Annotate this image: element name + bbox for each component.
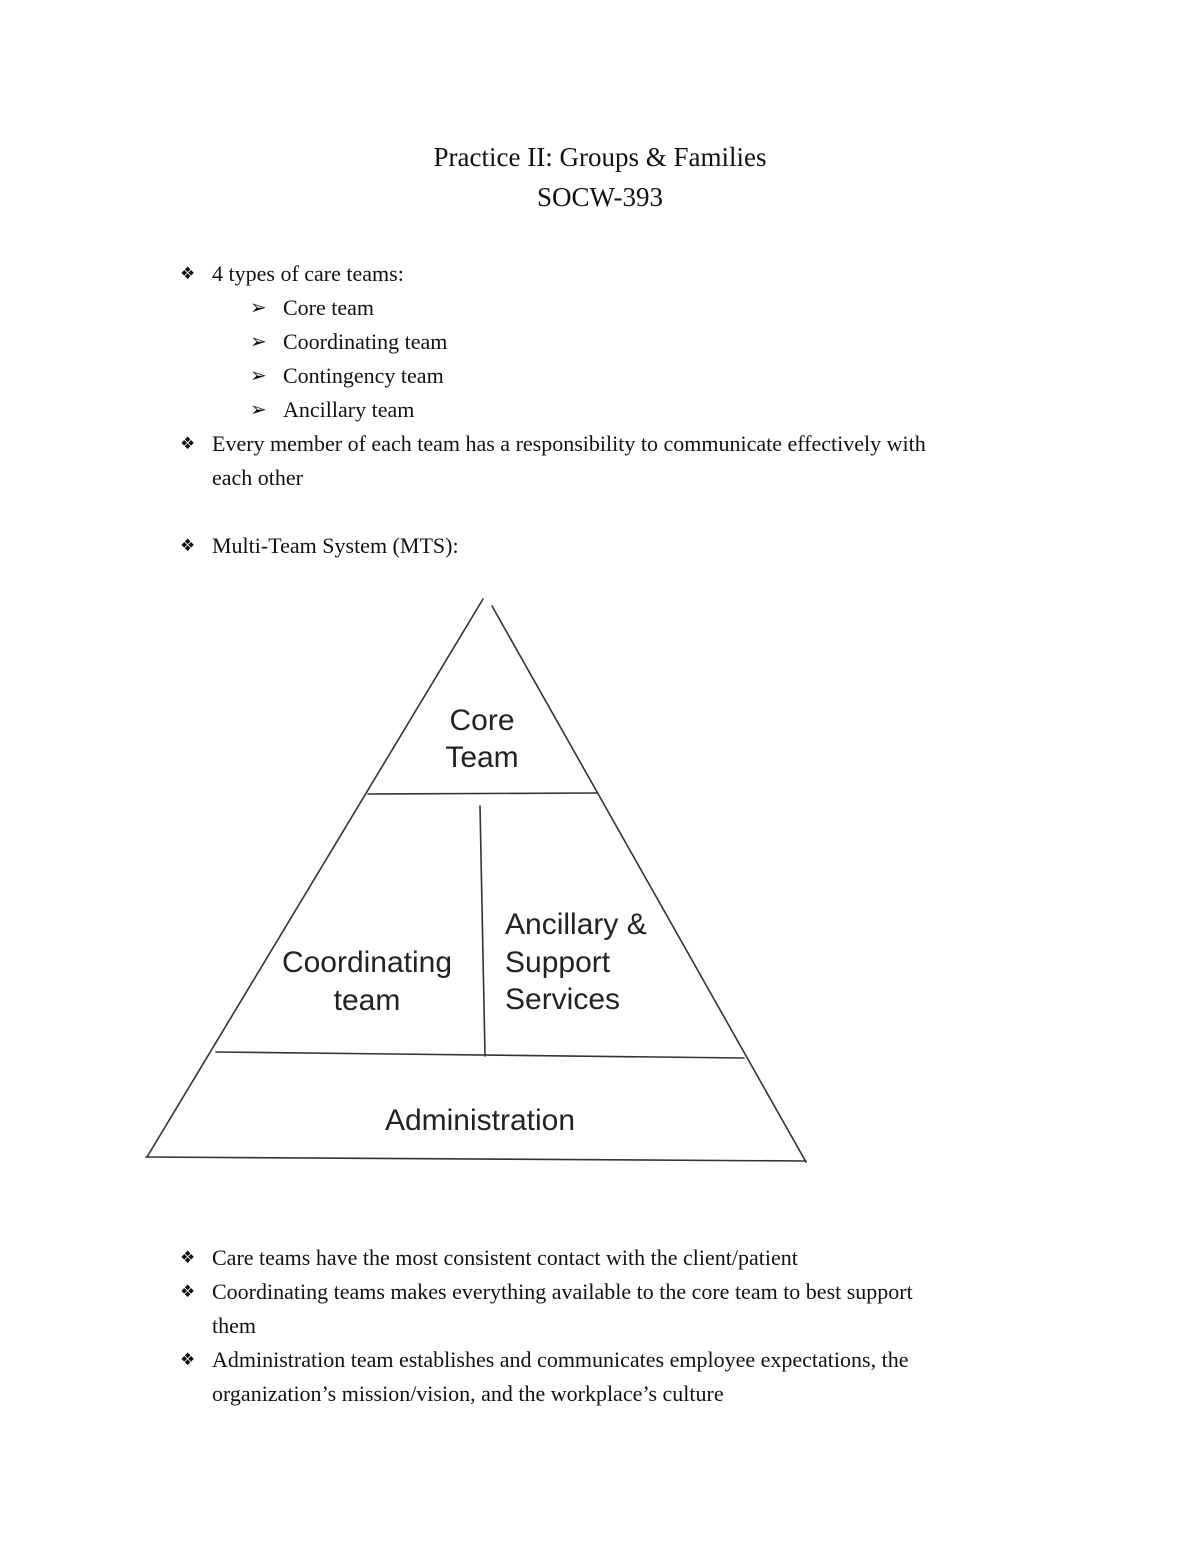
diamond-bullet-icon: ❖	[180, 536, 196, 555]
bullet-text-continued: organization’s mission/vision, and the workplace’s culture	[212, 1381, 724, 1406]
pyramid-base	[146, 1157, 806, 1161]
admin-divider	[216, 1052, 744, 1058]
diamond-bullet-icon: ❖	[180, 1248, 196, 1267]
coordinating-team-label-line1: Coordinating	[281, 946, 453, 979]
arrow-bullet-icon: ➢	[250, 399, 267, 421]
diamond-bullet-icon: ❖	[180, 264, 196, 283]
core-team-label-line2: Team	[445, 741, 519, 774]
core-team-label-line1: Core	[449, 704, 515, 737]
administration-label: Administration	[384, 1104, 576, 1137]
core-divider	[368, 793, 597, 794]
arrow-bullet-icon: ➢	[250, 297, 267, 319]
page-title: Practice II: Groups & Families	[433, 142, 767, 172]
middle-divider	[480, 806, 485, 1056]
bullet-text: Care teams have the most consistent contact with the client/patient	[212, 1245, 798, 1270]
course-code: SOCW-393	[536, 182, 663, 212]
ancillary-label-line3: Services	[505, 983, 621, 1016]
arrow-bullet-icon: ➢	[250, 365, 267, 387]
bullet-text: Every member of each team has a responsibility to communicate effectively with	[212, 431, 926, 456]
sub-bullet-text: Core team	[283, 295, 375, 320]
bullet-text-continued: each other	[212, 465, 303, 490]
bullet-text: Administration team establishes and communicates employee expectations, the	[212, 1347, 909, 1372]
diamond-bullet-icon: ❖	[180, 1350, 196, 1369]
diamond-bullet-icon: ❖	[180, 434, 196, 453]
coordinating-team-label-line2: team	[333, 984, 401, 1017]
bullet-text: Coordinating teams makes everything available to the core team to best support	[212, 1279, 913, 1304]
bullet-text-continued: them	[212, 1313, 256, 1338]
sub-bullet-text: Ancillary team	[283, 397, 415, 422]
ancillary-label-line2: Support	[505, 946, 611, 979]
pyramid-left-edge	[147, 599, 483, 1157]
sub-bullet-text: Contingency team	[283, 363, 444, 388]
pyramid-right-edge	[492, 606, 806, 1162]
ancillary-label-line1: Ancillary &	[505, 908, 647, 941]
diamond-bullet-icon: ❖	[180, 1282, 196, 1301]
bullet-text: 4 types of care teams:	[212, 261, 404, 286]
arrow-bullet-icon: ➢	[250, 331, 267, 353]
bullet-text: Multi-Team System (MTS):	[212, 533, 459, 558]
sub-bullet-text: Coordinating team	[283, 329, 448, 354]
